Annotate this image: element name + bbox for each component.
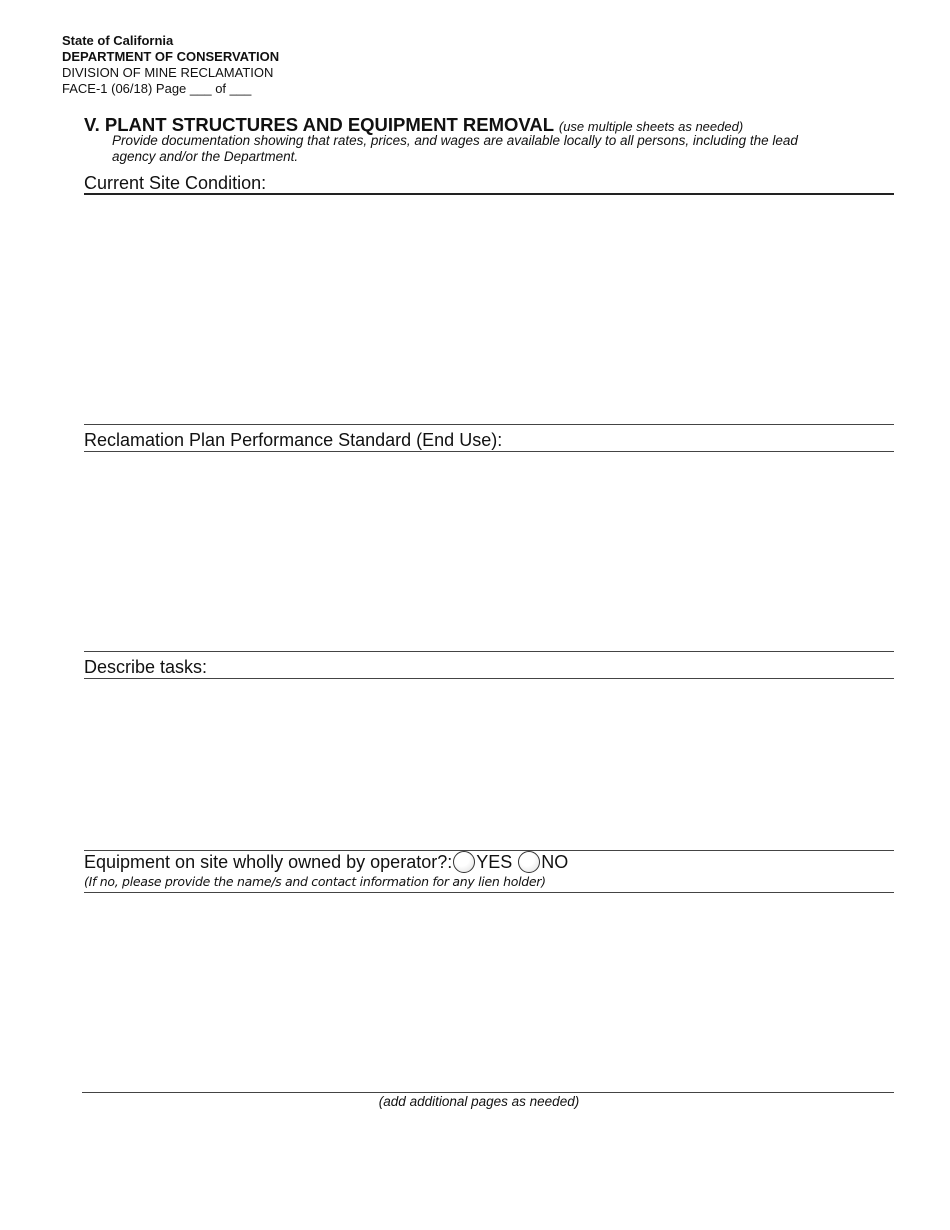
equipment-owned-label: Equipment on site wholly owned by operator?: xyxy=(84,852,453,872)
lien-holder-input[interactable] xyxy=(84,896,898,1092)
divider xyxy=(82,1092,894,1093)
describe-tasks-input[interactable] xyxy=(84,682,898,850)
divider xyxy=(84,193,894,195)
lien-holder-note: (If no, please provide the name/s and contact information for any lien holder) xyxy=(84,874,546,889)
form-id-page: FACE-1 (06/18) Page ___ of ___ xyxy=(62,81,252,96)
divider xyxy=(84,850,894,851)
equipment-owned-question xyxy=(84,852,568,874)
divider xyxy=(84,651,894,652)
current-site-condition-label: Current Site Condition: xyxy=(84,173,267,193)
divider xyxy=(84,892,894,893)
footer-note: (add additional pages as needed) xyxy=(378,1094,580,1109)
yes-option-label: YES xyxy=(476,852,513,872)
section-instructions: Provide documentation showing that rates, prices, and wages are available locally to all persons, including the lead agency and/or the Department. xyxy=(112,133,798,164)
performance-standard-input[interactable] xyxy=(84,455,898,651)
no-option-label: NO xyxy=(541,852,569,872)
divider xyxy=(84,678,894,679)
current-site-condition-input[interactable] xyxy=(84,197,898,423)
describe-tasks-label: Describe tasks: xyxy=(84,657,208,677)
section-title-note: (use multiple sheets as needed) xyxy=(558,119,744,134)
department-label: DEPARTMENT OF CONSERVATION xyxy=(62,49,280,64)
agency-header xyxy=(62,33,279,97)
performance-standard-label: Reclamation Plan Performance Standard (End Use): xyxy=(84,430,503,450)
divider xyxy=(84,451,894,452)
division-label: DIVISION OF MINE RECLAMATION xyxy=(62,65,274,80)
yes-radio[interactable] xyxy=(453,851,475,873)
no-radio[interactable] xyxy=(518,851,540,873)
state-label: State of California xyxy=(62,33,174,48)
divider xyxy=(84,424,894,425)
section-title-text: V. PLANT STRUCTURES AND EQUIPMENT REMOVAL xyxy=(84,114,554,135)
